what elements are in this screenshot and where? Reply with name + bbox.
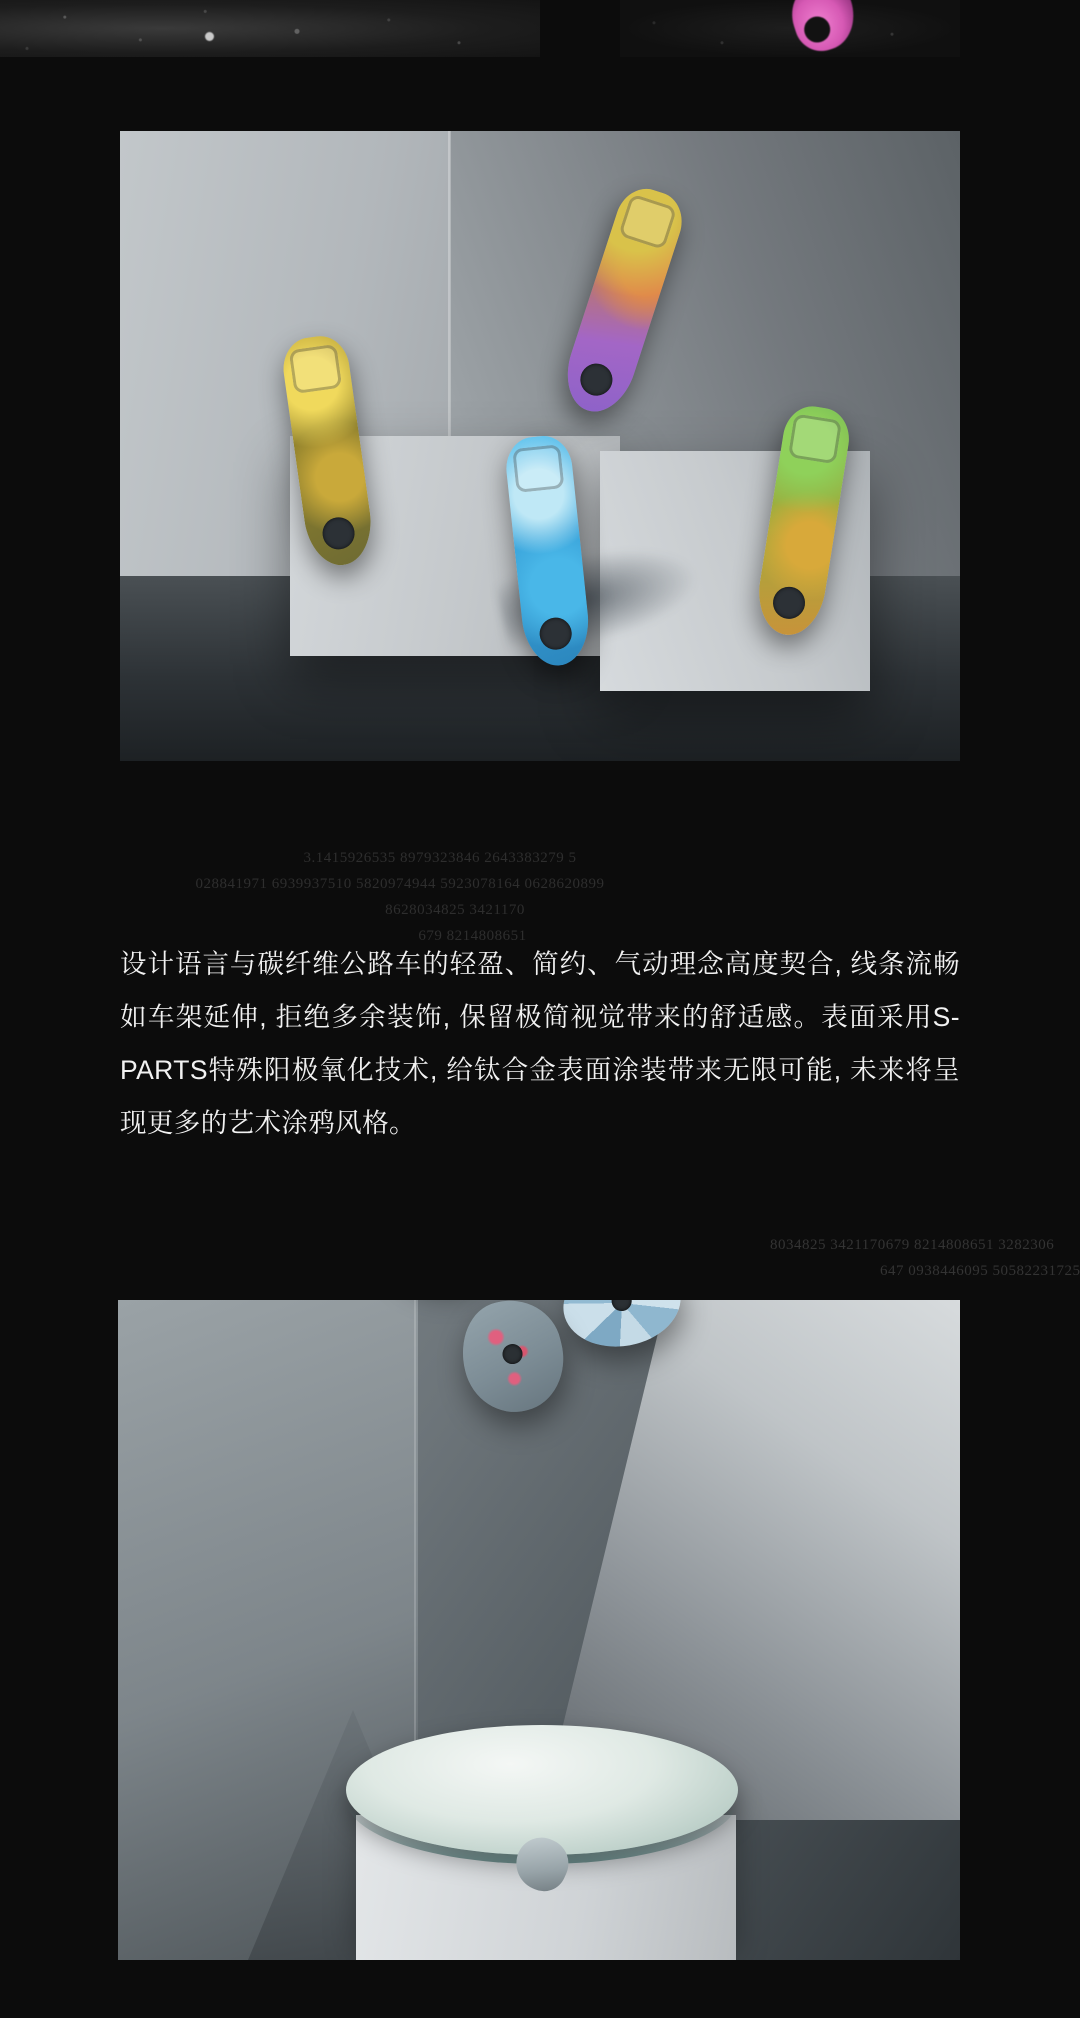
grain-texture <box>0 0 540 57</box>
texture-strip-left <box>0 0 540 57</box>
product-photo-plates <box>118 1300 960 1960</box>
grain-texture <box>620 0 960 57</box>
decorative-number-block-bottom <box>770 1232 1080 1284</box>
number-line: 679 8214808651 <box>418 928 527 944</box>
number-line: 8628034825 3421170 <box>385 902 525 918</box>
product-photo-crank-arms <box>120 131 960 761</box>
product-plate-gray <box>451 1300 575 1422</box>
product-description-paragraph: 设计语言与碳纤维公路车的轻盈、简约、气动理念高度契合, 线条流畅如车架延伸, 拒绝多余装饰, 保留极简视觉带来的舒适感。表面采用S-PARTS特殊阳极氧化技术, 给钛合金表面涂装带来无限可能, 未来将呈现更多的艺术涂鸦风格。 <box>120 949 960 1138</box>
decorative-number-block-top <box>160 845 640 949</box>
glass-disc <box>346 1725 738 1855</box>
highlight-dot-icon <box>205 32 214 41</box>
wall-corner-edge <box>414 1300 416 1770</box>
number-line: 3.1415926535 8979323846 2643383279 5 <box>303 850 577 866</box>
number-line: 647 0938446095 50582231725 <box>880 1263 1080 1279</box>
number-line: 8034825 3421170679 8214808651 3282306 <box>770 1237 1055 1253</box>
texture-strip-right <box>620 0 960 57</box>
number-line: 028841971 6939937510 5820974944 5923078164 0628620899 <box>195 876 605 892</box>
